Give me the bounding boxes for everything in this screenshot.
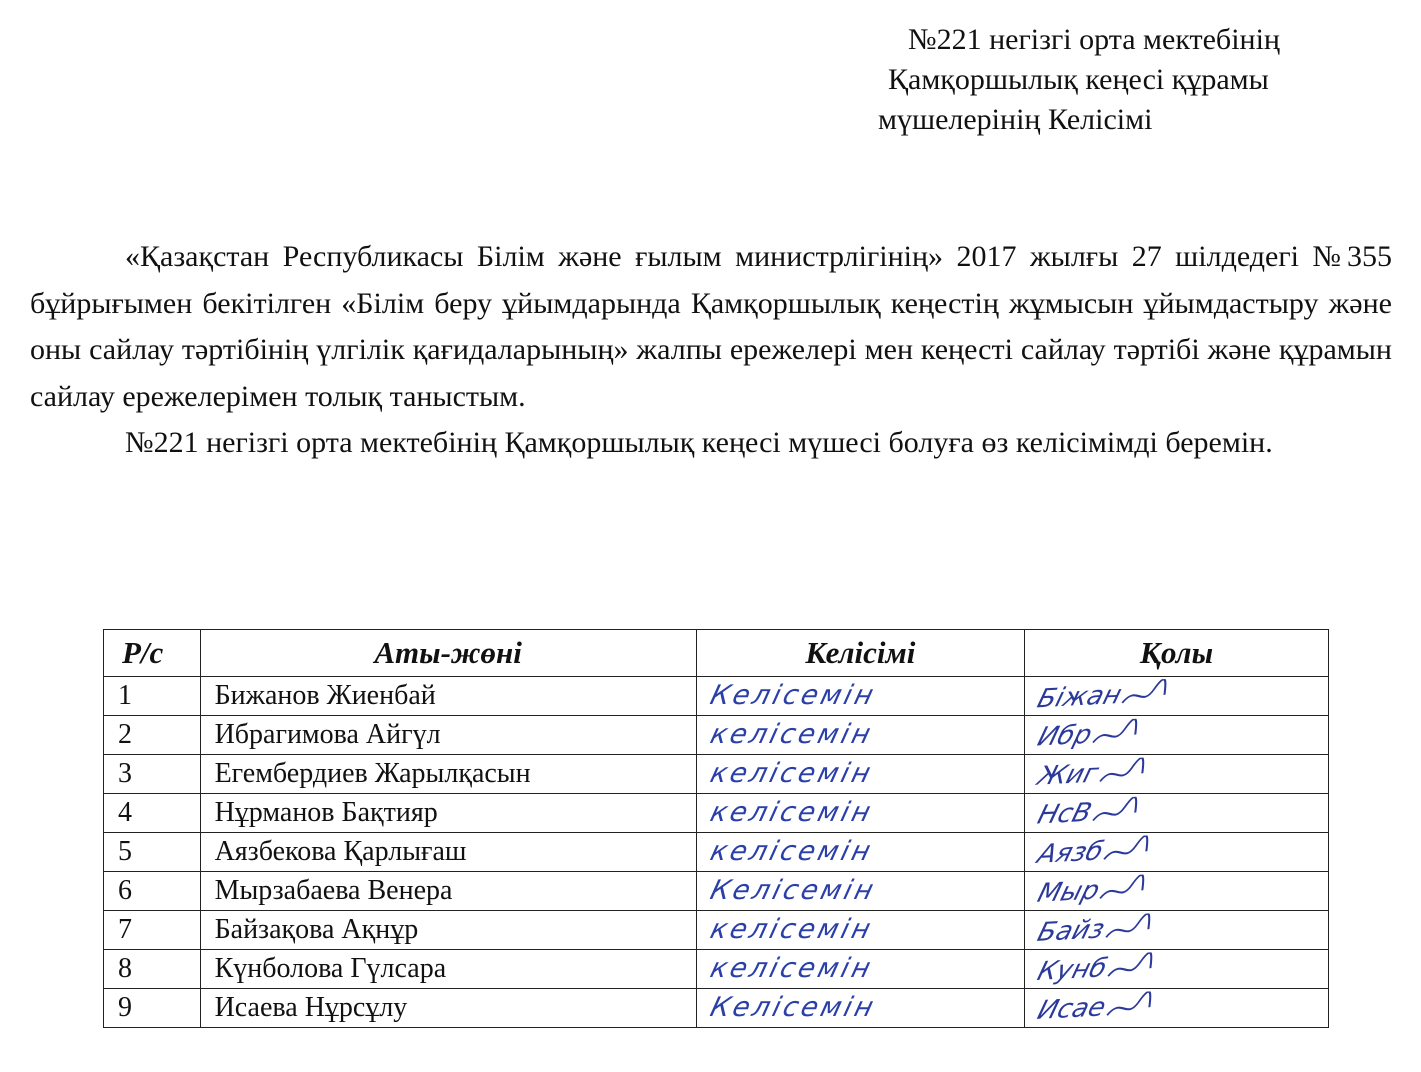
row-name: Күнболова Гүлсара (200, 950, 696, 989)
header-num: Р/с (104, 630, 201, 677)
table-row (104, 950, 1329, 989)
document-body (30, 234, 1392, 467)
row-agreement (696, 677, 1024, 716)
signature-mark: Кунб (1034, 951, 1157, 987)
signature-mark: Исае (1034, 990, 1156, 1026)
header-agreement: Келісімі (696, 630, 1024, 677)
signature-flourish (1096, 757, 1149, 789)
members-table (103, 629, 1329, 1028)
signature-mark: Біжан (1034, 678, 1172, 715)
row-agreement (696, 833, 1024, 872)
signature-flourish (1089, 796, 1142, 828)
handwritten-agreement: келісемін (706, 719, 877, 750)
table-row (104, 833, 1329, 872)
row-name: Бижанов Жиенбай (200, 677, 696, 716)
document-header (820, 20, 1410, 140)
handwritten-agreement: Келісемін (706, 680, 880, 711)
row-num: 1 (104, 677, 201, 716)
body-paragraph-1: «Қазақстан Республикасы Білім және ғылым министрлігінің» 2017 жылғы 27 шілдедегі №355 бұйрығымен бекітілген «Білім беру ұйымдарында Қамқоршылық кеңестің жұмысын ұйымдастыру және оны сайлау тәртібінің үлгілік қағидаларының» жалпы ережелері мен кеңесті сайлау тәртібі және құрамын сайлау ережелерімен толық таныстым. (30, 240, 1392, 413)
table-row (104, 677, 1329, 716)
row-name: Ибрагимова Айгүл (200, 716, 696, 755)
row-agreement (696, 989, 1024, 1028)
handwritten-agreement: Келісемін (706, 992, 880, 1023)
handwritten-agreement: келісемін (706, 836, 877, 867)
row-signature (1025, 677, 1329, 716)
row-name: Исаева Нұрсұлу (200, 989, 696, 1028)
signature-mark: Байз (1034, 912, 1155, 948)
header-line-2: Қамқоршылық кеңесі құрамы (888, 63, 1269, 96)
row-agreement (696, 950, 1024, 989)
row-num: 4 (104, 794, 201, 833)
row-signature (1025, 755, 1329, 794)
signature-mark: Ибр (1034, 717, 1142, 753)
table-row (104, 755, 1329, 794)
header-signature: Қолы (1025, 630, 1329, 677)
row-agreement (696, 872, 1024, 911)
row-name: Егембердиев Жарылқасын (200, 755, 696, 794)
table-row (104, 872, 1329, 911)
row-num: 8 (104, 950, 201, 989)
table-row (104, 989, 1329, 1028)
signature-flourish (1103, 991, 1156, 1023)
row-signature (1025, 989, 1329, 1028)
row-name: Мырзабаева Венера (200, 872, 696, 911)
table-header-row (104, 630, 1329, 677)
signature-flourish (1096, 874, 1149, 906)
row-agreement (696, 794, 1024, 833)
table-row (104, 794, 1329, 833)
row-signature (1025, 794, 1329, 833)
row-signature (1025, 872, 1329, 911)
row-num: 9 (104, 989, 201, 1028)
row-signature (1025, 716, 1329, 755)
row-num: 3 (104, 755, 201, 794)
signature-mark: Аязб (1034, 834, 1153, 870)
header-name: Аты-жөні (200, 630, 696, 677)
header-line-3: мүшелерінің Келісімі (878, 103, 1153, 136)
row-name: Аязбекова Қарлығаш (200, 833, 696, 872)
row-num: 5 (104, 833, 201, 872)
body-paragraph-2: №221 негізгі орта мектебінің Қамқоршылық кеңесі мүшесі болуға өз келісімімді беремін. (125, 426, 1273, 459)
signature-flourish (1089, 718, 1142, 750)
signature-flourish (1102, 913, 1155, 945)
signature-mark: НсВ (1034, 795, 1142, 831)
table-row (104, 911, 1329, 950)
row-agreement (696, 716, 1024, 755)
row-signature (1025, 833, 1329, 872)
row-name: Байзақова Ақнұр (200, 911, 696, 950)
row-agreement (696, 755, 1024, 794)
handwritten-agreement: келісемін (706, 758, 877, 789)
row-num: 2 (104, 716, 201, 755)
handwritten-agreement: келісемін (706, 914, 877, 945)
handwritten-agreement: Келісемін (706, 875, 880, 906)
table-row (104, 716, 1329, 755)
row-agreement (696, 911, 1024, 950)
row-signature (1025, 950, 1329, 989)
signature-flourish (1104, 952, 1157, 984)
row-name: Нұрманов Бақтияр (200, 794, 696, 833)
header-line-1: №221 негізгі орта мектебінің (908, 23, 1280, 56)
signature-mark: Мыр (1034, 873, 1149, 909)
signature-flourish (1119, 678, 1172, 710)
handwritten-agreement: келісемін (706, 953, 877, 984)
row-num: 6 (104, 872, 201, 911)
signature-mark: Жиг (1034, 756, 1149, 792)
row-num: 7 (104, 911, 201, 950)
row-signature (1025, 911, 1329, 950)
signature-flourish (1100, 835, 1153, 867)
handwritten-agreement: келісемін (706, 797, 877, 828)
